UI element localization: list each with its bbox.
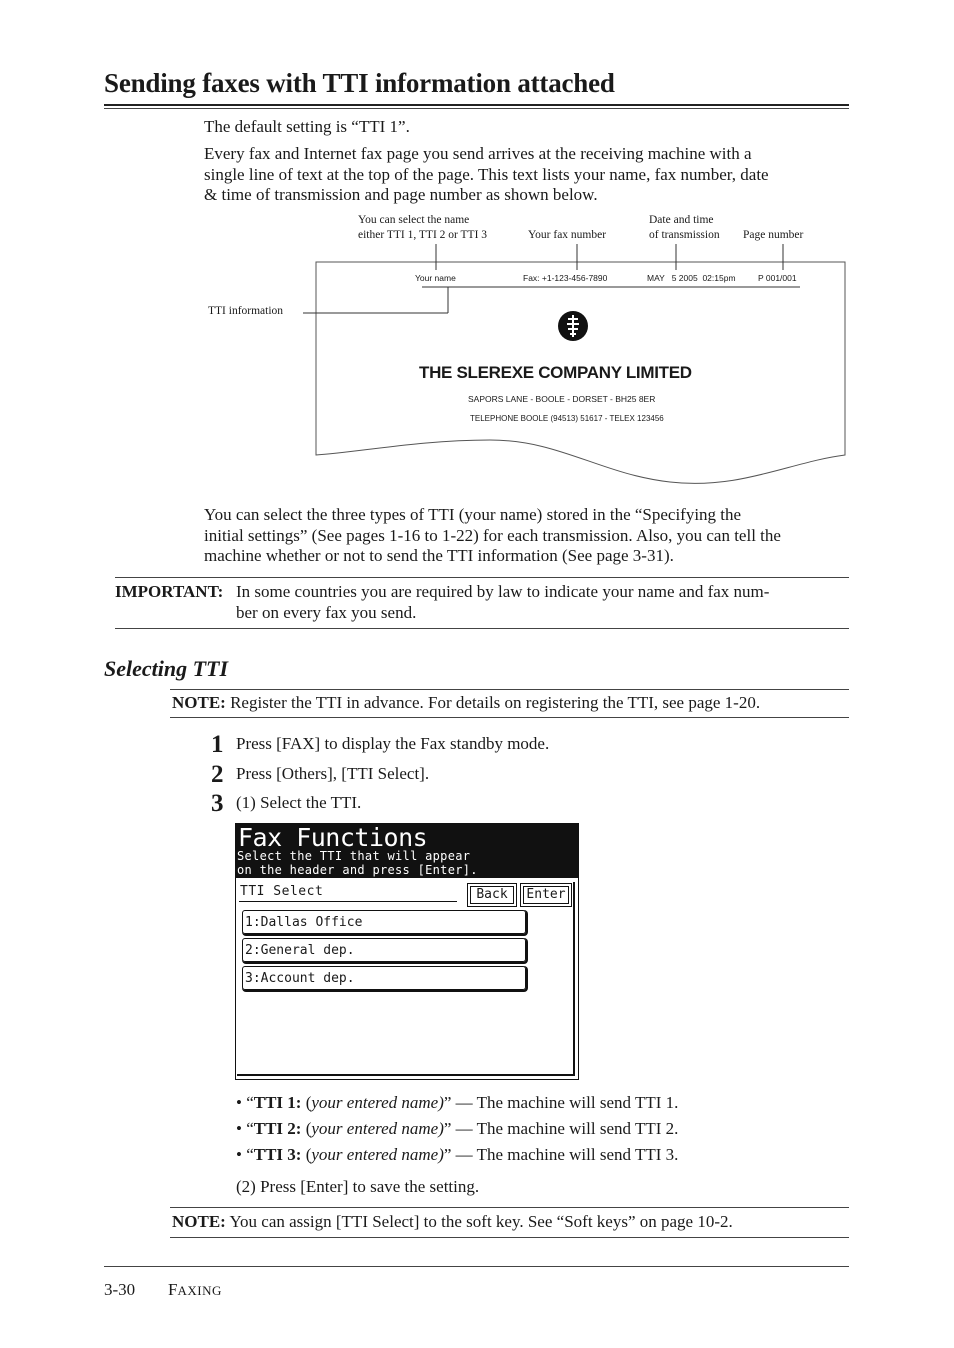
bullet-bold: TTI 2: [253, 1119, 302, 1138]
callout-tti-information: TTI information [208, 305, 284, 317]
select-line: You can select the three types of TTI (your name) stored in the “Specifying the [204, 505, 742, 524]
note1-text: Register the TTI in advance. For details on registering the TTI, see page 1-20. [230, 693, 761, 712]
note2-top-rule [170, 1207, 849, 1208]
step-number: 3 [211, 790, 224, 817]
important-label: IMPORTANT: [115, 582, 224, 601]
default-setting-text: The default setting is “TTI 1”. [204, 117, 410, 136]
lcd-field-underline [239, 901, 457, 902]
company-name: THE SLEREXE COMPANY LIMITED [419, 363, 692, 382]
important-text [236, 582, 769, 623]
step3-part2: (2) Press [Enter] to save the setting. [236, 1177, 480, 1196]
tti-option-3[interactable]: 3:Account dep. [242, 966, 526, 990]
bullet-italic: your entered name) [311, 1119, 444, 1138]
lcd-message-line2: on the header and press [Enter]. [237, 863, 478, 877]
note1 [172, 693, 760, 714]
tti-option-1[interactable]: 1:Dallas Office [242, 910, 526, 934]
step-number: 1 [211, 731, 224, 758]
callout-select-line1: You can select the name [358, 214, 470, 226]
bullet-item: • “TTI 3: (your entered name)” — The machine will send TTI 3. [236, 1145, 679, 1164]
bullet-italic: your entered name) [311, 1145, 444, 1164]
step-text: Press [Others], [TTI Select]. [236, 764, 430, 783]
fax-header-date: MAY 5 2005 02:15pm [647, 273, 736, 283]
lcd-message-line1: Select the TTI that will appear [237, 849, 471, 863]
note1-top-rule [170, 689, 849, 690]
bullet-item: • “TTI 1: (your entered name)” — The machine will send TTI 1. [236, 1093, 679, 1112]
callout-fax-number: Your fax number [528, 229, 607, 241]
footer-rule [104, 1266, 849, 1267]
bullet-italic: your entered name) [311, 1093, 444, 1112]
step-number: 2 [211, 761, 224, 788]
back-button[interactable]: Back [467, 883, 517, 907]
tti-option-2[interactable]: 2:General dep. [242, 938, 526, 962]
callout-select-line2: either TTI 1, TTI 2 or TTI 3 [358, 229, 488, 241]
bullet-rest: ” — The machine will send TTI 3. [443, 1145, 679, 1164]
important-top-rule [115, 577, 849, 578]
select-line: initial settings” (See pages 1-16 to 1-22) for each transmission. Also, you can tell the [204, 525, 781, 545]
enter-button[interactable]: Enter [520, 883, 572, 907]
fax-header-page: P 001/001 [758, 273, 797, 283]
bullet-item: • “TTI 2: (your entered name)” — The machine will send TTI 2. [236, 1119, 679, 1138]
select-paragraph [204, 505, 781, 567]
footer-section [168, 1280, 222, 1302]
note2 [172, 1212, 733, 1233]
lcd-title: Fax Functions [238, 823, 428, 852]
company-address: SAPORS LANE - BOOLE - DORSET - BH25 8ER [468, 394, 656, 404]
important-line: ber on every fax you send. [236, 602, 417, 622]
step-text: (1) Select the TTI. [236, 793, 362, 812]
note1-label: NOTE: [172, 693, 226, 712]
company-logo-icon [557, 310, 589, 342]
note2-text: You can assign [TTI Select] to the soft key. See “Soft keys” on page 10-2. [229, 1212, 733, 1231]
bullet-rest: ” — The machine will send TTI 1. [443, 1093, 679, 1112]
fax-header-name: Your name [415, 273, 456, 283]
section-heading: Selecting TTI [104, 656, 229, 681]
bullet-bold: TTI 3: [253, 1145, 302, 1164]
figure-lines [0, 0, 954, 500]
callout-date-line2: of transmission [649, 229, 720, 241]
page-title: Sending faxes with TTI information attached [104, 68, 615, 98]
lcd-screen [235, 823, 579, 1080]
note2-bottom-rule [170, 1237, 849, 1238]
company-telephone: TELEPHONE BOOLE (94513) 51617 - TELEX 123456 [470, 414, 664, 423]
footer-section-initial: F [168, 1280, 178, 1299]
intro-line: Every fax and Internet fax page you send arrives at the receiving machine with a [204, 144, 752, 163]
bullet-rest: ” — The machine will send TTI 2. [443, 1119, 679, 1138]
fax-header-fax: Fax: +1-123-456-7890 [523, 273, 608, 283]
intro-line: & time of transmission and page number as shown below. [204, 185, 598, 204]
select-line: machine whether or not to send the TTI information (See page 3-31). [204, 546, 674, 565]
note1-bottom-rule [170, 717, 849, 718]
bullet-bold: TTI 1: [253, 1093, 302, 1112]
footer-page-number: 3-30 [104, 1280, 136, 1299]
intro-line: single line of text at the top of the page. This text lists your name, fax number, date [204, 164, 769, 184]
step-text: Press [FAX] to display the Fax standby mode. [236, 734, 550, 753]
important-line: In some countries you are required by law to indicate your name and fax num- [236, 582, 770, 601]
callout-date-line1: Date and time [649, 214, 714, 226]
lcd-header [236, 824, 578, 878]
lcd-field-label: TTI Select [240, 884, 324, 899]
callout-page-number: Page number [743, 229, 804, 241]
footer-section-rest: AXING [177, 1283, 222, 1298]
note2-label: NOTE: [172, 1212, 226, 1231]
important-bottom-rule [115, 628, 849, 629]
